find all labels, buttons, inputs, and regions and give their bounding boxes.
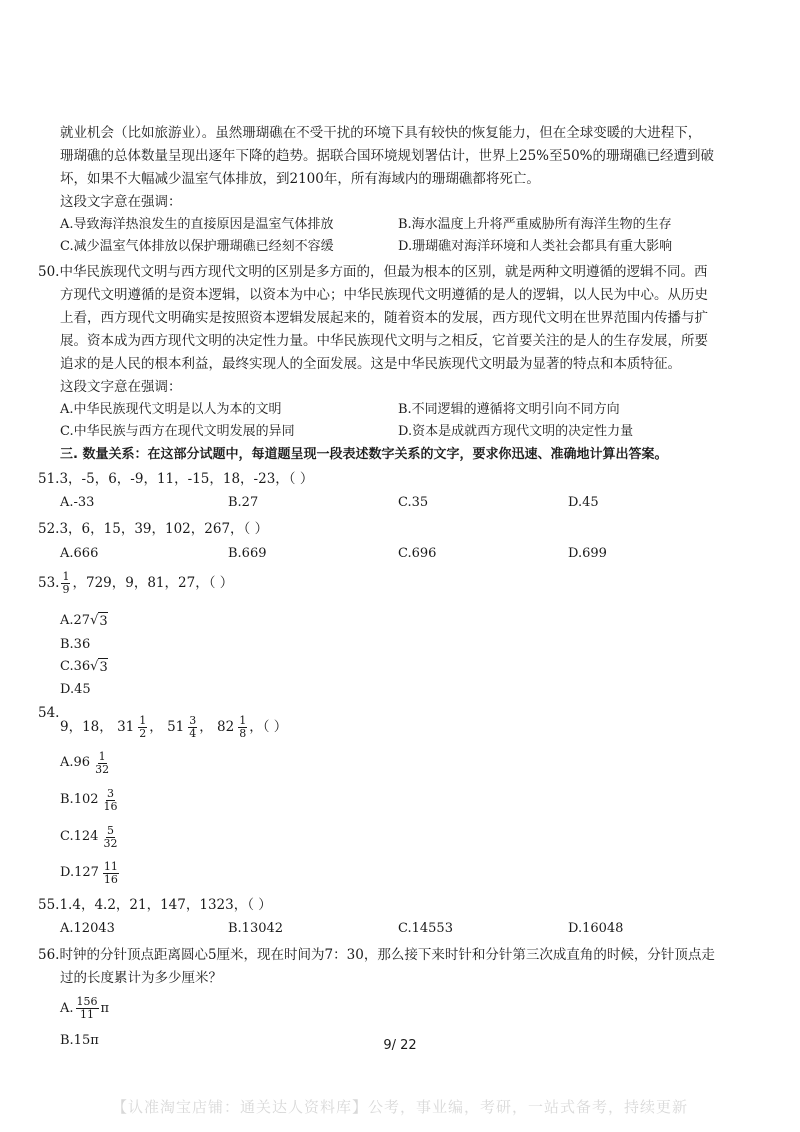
q49-option-d: D.珊瑚礁对海洋环境和人类社会都具有重大影响 <box>398 239 673 254</box>
q54-term-5 <box>217 712 249 742</box>
q50-line-2: 方现代文明遵循的是资本逻辑，以资本为中心；中华民族现代文明遵循的是人的逻辑，以人民为中心。从历史 <box>60 287 708 303</box>
q53-option-a-radicand: 3 <box>99 614 108 629</box>
q53-stem <box>38 570 233 596</box>
q53-stem-rest: ，729，9，81，27，（ ） <box>72 575 234 591</box>
q53-frac-num: 1 <box>62 570 70 583</box>
sqrt-icon: √ 3 <box>90 613 108 629</box>
q54-option-c-den: 32 <box>103 836 118 850</box>
q54-option-c-label: C. <box>60 829 74 844</box>
q56-line-2: 过的长度累计为多少厘米？ <box>60 970 222 986</box>
q53-option-c-radicand: 3 <box>99 660 108 675</box>
q54-term-3-whole: 31 <box>117 719 135 735</box>
section-3-heading: 三. 数量关系：在这部分试题中，每道题呈现一段表述数字关系的文字，要求你迅速、准确地计算出答案。 <box>60 447 668 462</box>
q56-option-a-pi: π <box>100 1001 110 1016</box>
q54-option-b-label: B. <box>60 792 74 807</box>
q50-line-1: 50.中华民族现代文明与西方现代文明的区别是多方面的，但最为根本的区别，就是两种文明遵循的逻辑不同。西 <box>38 264 708 280</box>
q54-term-4 <box>167 712 199 742</box>
q54-option-a-whole: 96 <box>73 755 91 770</box>
q53-option-a-coef: 27 <box>73 613 91 628</box>
q54-option-b-num: 3 <box>107 786 115 800</box>
q50-option-b: B.不同逻辑的遵循将文明引向不同方向 <box>398 402 620 417</box>
q52-stem: 52.3，6，15，39，102，267，（ ） <box>38 521 269 537</box>
q54-term-4-whole: 51 <box>167 719 185 735</box>
q54-option-b <box>60 785 121 815</box>
q54-option-d-den: 16 <box>103 872 118 886</box>
q54-terms-prefix: 9，18， <box>60 719 113 735</box>
q54-term-4-num: 3 <box>189 713 197 727</box>
q51-stem: 51.3，-5，6，-9，11，-15，18，-23，（ ） <box>38 471 314 487</box>
q53-option-c-label: C. <box>60 659 74 674</box>
q54-term-3 <box>117 712 149 742</box>
sqrt-icon: √ 3 <box>90 659 108 675</box>
q52-option-a: A.666 <box>60 546 99 561</box>
q56-option-b: B.15π <box>60 1033 99 1048</box>
q55-option-d: D.16048 <box>568 921 624 936</box>
q55-option-c: C.14553 <box>398 921 453 936</box>
q54-option-b-whole: 102 <box>73 792 99 807</box>
q52-option-d: D.699 <box>568 546 607 561</box>
q50-line-3: 上看，西方现代文明确实是按照资本逻辑发展起来的，随着资本的发展，西方现代文明在世界范围内传播与扩 <box>60 310 708 326</box>
q53-option-a-label: A. <box>60 613 74 628</box>
q54-option-c <box>60 822 120 852</box>
q49-prompt: 这段文字意在强调： <box>60 194 182 210</box>
q53-option-c <box>60 658 108 677</box>
q49-line-1: 就业机会（比如旅游业）。虽然珊瑚礁在不受干扰的环境下具有较快的恢复能力，但在全球变暖的大进程下， <box>60 125 702 141</box>
q54-term-3-den: 2 <box>139 726 147 740</box>
q54-option-a-num: 1 <box>98 749 106 763</box>
q55-stem: 55.1.4，4.2，21，147，1323，（ ） <box>38 897 272 913</box>
q54-term-5-num: 1 <box>239 713 247 727</box>
q54-option-a-den: 32 <box>95 762 110 776</box>
q51-option-b: B.27 <box>228 495 259 510</box>
q54-option-d-num: 11 <box>103 859 118 873</box>
q53-number: 53. <box>38 575 60 591</box>
q53-fraction <box>61 571 70 596</box>
q53-option-b: B.36 <box>60 637 91 652</box>
q51-option-a: A.-33 <box>60 495 95 510</box>
q49-line-2: 珊瑚礁的总体数量呈现出逐年下降的趋势。据联合国环境规划署估计，世界上25%至50%的珊瑚礁已经遭到破 <box>60 148 715 164</box>
q51-option-d: D.45 <box>568 495 599 510</box>
q53-option-a <box>60 612 108 631</box>
q56-option-a <box>60 994 109 1024</box>
q53-frac-den: 9 <box>62 583 70 596</box>
q52-option-b: B.669 <box>228 546 267 561</box>
page-number: 9/ 22 <box>383 1038 417 1053</box>
q50-prompt: 这段文字意在强调： <box>60 379 182 395</box>
q50-line-5: 追求的是人民的根本利益，最终实现人的全面发展。这是中华民族现代文明最为显著的特点和本质特征。 <box>60 356 681 372</box>
q54-tail: ，（ ） <box>249 719 288 735</box>
q50-option-d: D.资本是成就西方现代文明的决定性力量 <box>398 424 634 439</box>
watermark: 【认准淘宝店铺：通关达人资料库】公考，事业编，考研，一站式备考，持续更新 <box>111 1098 688 1116</box>
q56-option-a-label: A. <box>60 1001 74 1016</box>
q54-option-c-num: 5 <box>106 823 114 837</box>
q50-option-a: A.中华民族现代文明是以人为本的文明 <box>60 402 282 417</box>
q49-option-c: C.减少温室气体排放以保护珊瑚礁已经刻不容缓 <box>60 239 334 254</box>
q49-option-b: B.海水温度上升将严重威胁所有海洋生物的生存 <box>398 217 672 232</box>
q54-option-d-label: D. <box>60 865 75 880</box>
q54-sep-2: ， <box>199 719 213 735</box>
q50-line-4: 展。资本成为西方现代文明的决定性力量。中华民族现代文明与之相反，它首要关注的是人的生存发展，所要 <box>60 333 708 349</box>
q53-option-c-coef: 36 <box>73 659 91 674</box>
q52-option-c: C.696 <box>398 546 437 561</box>
q56-option-a-den: 11 <box>80 1008 95 1021</box>
q49-line-3: 坏，如果不大幅减少温室气体排放，到2100年，所有海域内的珊瑚礁都将死亡。 <box>60 171 540 187</box>
q54-term-3-num: 1 <box>139 713 147 727</box>
q54-sep-1: ， <box>149 719 163 735</box>
q54-term-5-whole: 82 <box>217 719 235 735</box>
q54-stem <box>60 712 287 742</box>
q54-option-a-label: A. <box>60 755 74 770</box>
q49-option-a: A.导致海洋热浪发生的直接原因是温室气体排放 <box>60 217 334 232</box>
q54-option-d <box>60 858 121 888</box>
q54-number: 54. <box>38 705 60 721</box>
q54-option-c-whole: 124 <box>73 829 99 844</box>
q53-option-d: D.45 <box>60 682 91 697</box>
q50-option-c: C.中华民族与西方在现代文明发展的异同 <box>60 424 295 439</box>
q54-option-a <box>60 748 112 778</box>
q56-line-1: 56.时钟的分针顶点距离圆心5厘米，现在时间为7：30，那么接下来时针和分针第三次成直角的时候，分针顶点走 <box>38 947 715 963</box>
q54-option-b-den: 16 <box>103 799 118 813</box>
q55-option-a: A.12043 <box>60 921 115 936</box>
q54-option-d-whole: 127 <box>74 865 99 880</box>
q54-term-4-den: 4 <box>189 726 197 740</box>
q51-option-c: C.35 <box>398 495 429 510</box>
q54-term-5-den: 8 <box>239 726 247 740</box>
q56-option-a-num: 156 <box>76 995 98 1008</box>
q55-option-b: B.13042 <box>228 921 284 936</box>
